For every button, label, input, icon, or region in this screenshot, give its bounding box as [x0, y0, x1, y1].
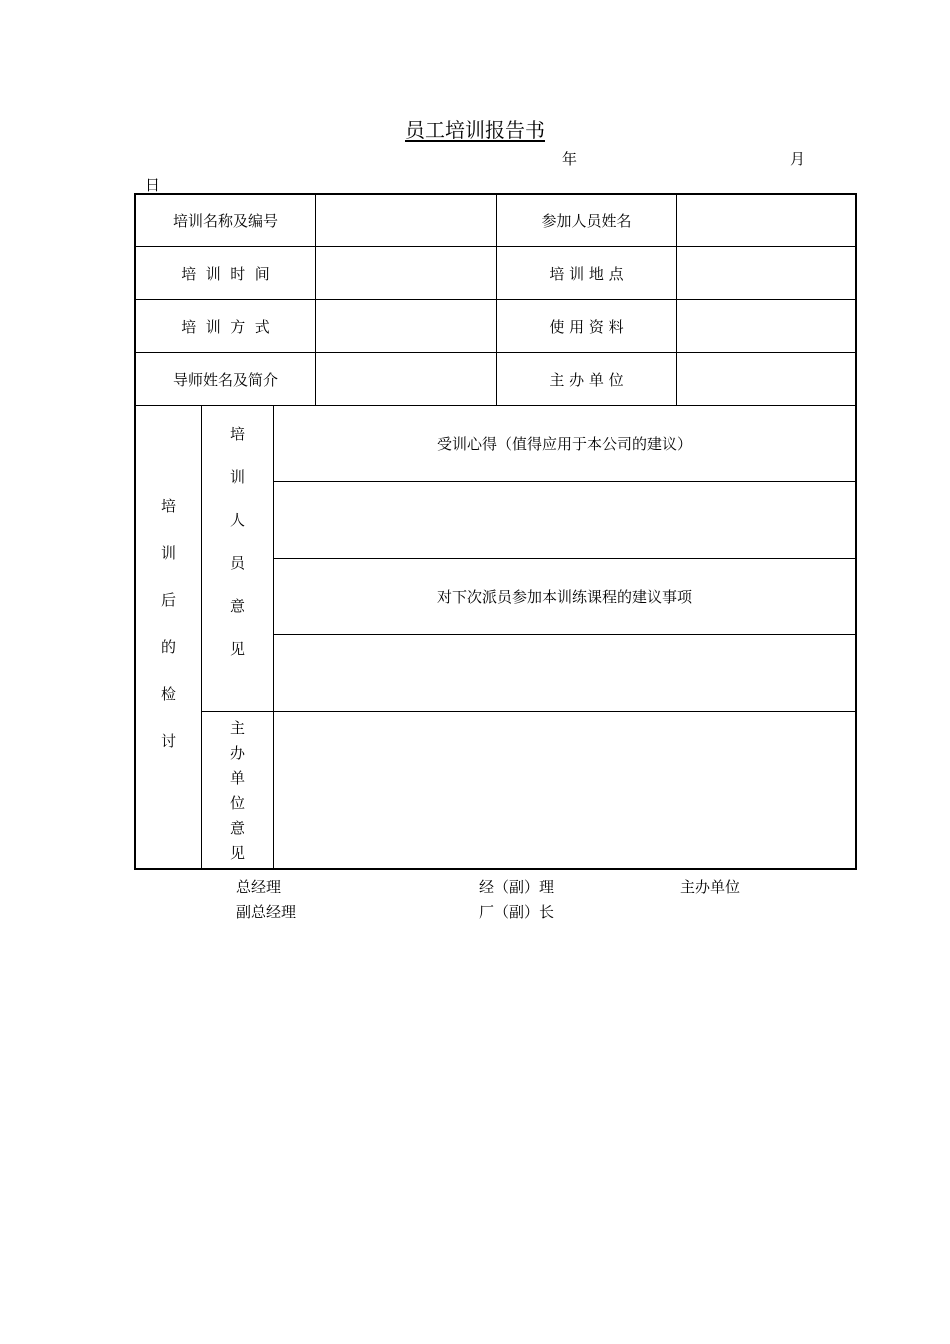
suggestions-heading: 对下次派员参加本训练课程的建议事项: [436, 588, 692, 606]
training-time-label: 培 训 时 间: [181, 264, 270, 283]
general-manager-signature: 总经理: [236, 878, 282, 896]
date-year-label: 年: [562, 150, 578, 168]
post-training-review-label: [136, 495, 201, 751]
training-time-input[interactable]: [316, 247, 496, 299]
training-name-label: 培训名称及编号: [172, 212, 278, 230]
review-char: 训: [160, 544, 176, 562]
trainee-char: 训: [229, 468, 245, 486]
trainee-char: 人: [229, 511, 245, 529]
organizer-char: 见: [229, 844, 245, 862]
page-title-text: 员工培训报告书: [405, 118, 545, 142]
date-day-label: 日: [145, 176, 161, 194]
instructor-input[interactable]: [316, 353, 496, 405]
organizer-char: 办: [229, 744, 245, 762]
trainee-char: 培: [229, 425, 245, 443]
training-method-input[interactable]: [316, 300, 496, 352]
materials-label: 使 用 资 料: [549, 317, 624, 336]
training-method-label: 培 训 方 式: [181, 317, 270, 336]
organizer-char: 单: [229, 769, 245, 787]
insights-heading: 受训心得（值得应用于本公司的建议）: [436, 435, 692, 453]
organizer-signature: 主办单位: [680, 878, 741, 896]
review-char: 培: [160, 497, 176, 515]
review-char: 检: [160, 685, 176, 703]
participant-names-input[interactable]: [677, 195, 855, 246]
deputy-general-manager-signature: 副总经理: [236, 903, 297, 921]
organizer-opinion-input[interactable]: [274, 712, 855, 868]
trainee-char: 见: [229, 640, 245, 658]
review-char: 讨: [160, 732, 176, 750]
trainee-char: 员: [229, 554, 245, 572]
training-name-input[interactable]: [316, 195, 496, 246]
organizer-char: 位: [229, 794, 245, 812]
factory-director-signature: 厂（副）长: [479, 903, 555, 921]
training-location-label: 培 训 地 点: [549, 264, 624, 283]
materials-input[interactable]: [677, 300, 855, 352]
manager-signature: 经（副）理: [479, 878, 555, 896]
date-month-label: 月: [790, 150, 806, 168]
organizer-unit-label: 主 办 单 位: [549, 370, 624, 389]
organizer-char: 主: [229, 719, 245, 737]
participant-names-label: 参加人员姓名: [541, 212, 632, 230]
training-report-form: [134, 193, 857, 870]
organizer-unit-input[interactable]: [677, 353, 855, 405]
organizer-char: 意: [229, 819, 245, 837]
review-char: 后: [160, 591, 176, 609]
review-char: 的: [160, 638, 176, 656]
insights-input[interactable]: [274, 482, 855, 558]
suggestions-input[interactable]: [274, 635, 855, 711]
page-title: [0, 116, 950, 144]
trainee-opinion-label: [202, 423, 273, 659]
trainee-char: 意: [229, 597, 245, 615]
instructor-label: 导师姓名及简介: [172, 370, 278, 389]
organizer-opinion-label: [202, 717, 273, 863]
training-location-input[interactable]: [677, 247, 855, 299]
